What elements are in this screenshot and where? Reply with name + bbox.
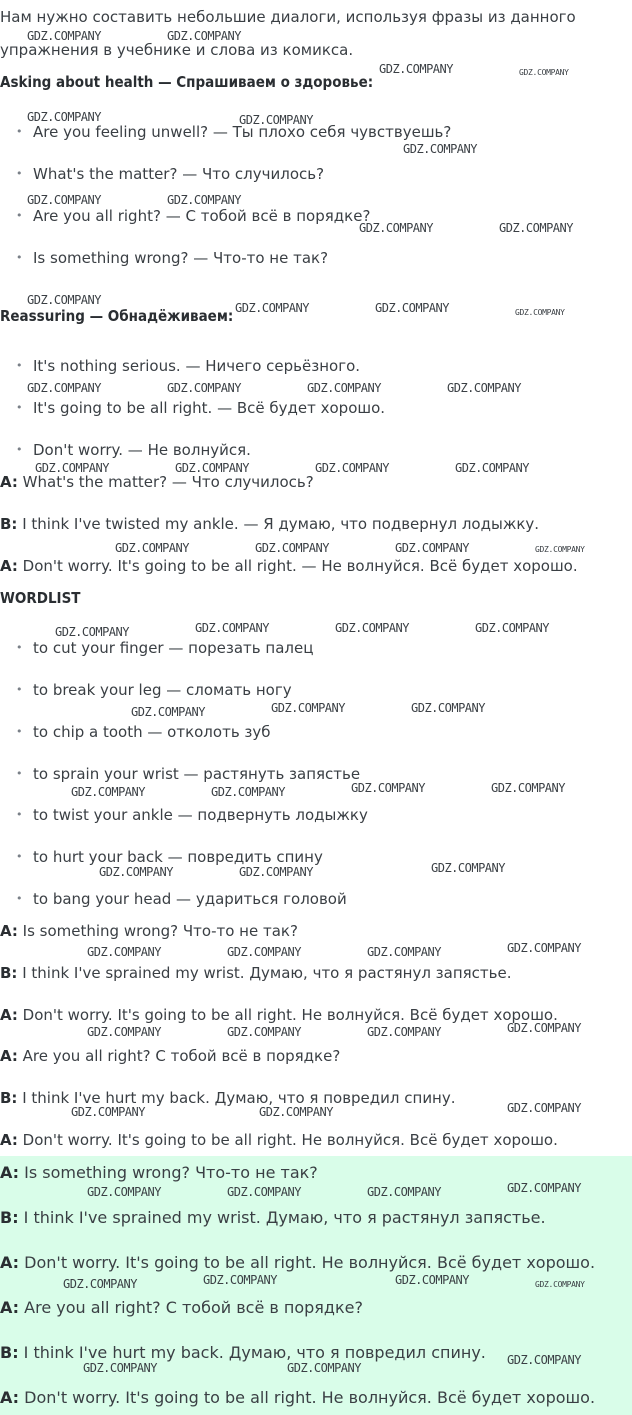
watermark: GDZ.COMPANY	[395, 541, 469, 555]
dialog-line: A: What's the matter? — Что случилось?	[0, 473, 314, 491]
intro-line-2: упражнения в учебнике и слова из комикса.	[0, 41, 354, 59]
watermark: GDZ.COMPANY	[239, 113, 313, 127]
intro-line-1: Нам нужно составить небольшие диалоги, используя фразы из данного	[0, 8, 576, 26]
wordlist-heading: WORDLIST	[0, 589, 81, 607]
watermark: GDZ.COMPANY	[55, 625, 129, 639]
dialog-line: A: Don't worry. It's going to be all right. Не волнуйся. Всё будет хорошо.	[0, 1006, 558, 1024]
watermark: GDZ.COMPANY	[411, 701, 485, 715]
dialog-line: A: Is something wrong? Что-то не так?	[0, 1163, 318, 1182]
reassure-heading: Reassuring — Обнадёживаем:	[0, 307, 234, 325]
dialog-line: B: I think I've twisted my ankle. — Я думаю, что подвернул лодыжку.	[0, 515, 540, 533]
watermark: GDZ.COMPANY	[259, 1105, 333, 1119]
watermark: GDZ.COMPANY	[87, 945, 161, 959]
watermark: GDZ.COMPANY	[335, 621, 409, 635]
list-item: • to hurt your back — повредить спину	[16, 848, 323, 866]
watermark: GDZ.COMPANY	[71, 1105, 145, 1119]
watermark: GDZ.COMPANY	[507, 1101, 581, 1115]
list-item: • to chip a tooth — отколоть зуб	[16, 723, 271, 741]
list-item: • What's the matter? — Что случилось?	[16, 165, 324, 183]
watermark: GDZ.COMPANY	[315, 461, 389, 475]
watermark: GDZ.COMPANY	[499, 221, 573, 235]
watermark: GDZ.COMPANY	[227, 1025, 301, 1039]
watermark: GDZ.COMPANY	[27, 110, 101, 124]
dialog-line: A: Is something wrong? Что-то не так?	[0, 922, 298, 940]
dialog-line: A: Don't worry. It's going to be all right. Не волнуйся. Всё будет хорошо.	[0, 1131, 558, 1149]
list-item: • to twist your ankle — подвернуть лодыжку	[16, 806, 368, 824]
watermark: GDZ.COMPANY	[99, 865, 173, 879]
watermark: GDZ.COMPANY	[515, 308, 565, 317]
watermark: GDZ.COMPANY	[167, 381, 241, 395]
list-item: • It's going to be all right. — Всё будет хорошо.	[16, 399, 385, 417]
watermark: GDZ.COMPANY	[403, 142, 477, 156]
watermark: GDZ.COMPANY	[271, 701, 345, 715]
dialog-line: B: I think I've sprained my wrist. Думаю, что я растянул запястье.	[0, 1208, 546, 1227]
watermark: GDZ.COMPANY	[359, 221, 433, 235]
watermark: GDZ.COMPANY	[167, 193, 241, 207]
watermark: GDZ.COMPANY	[63, 1277, 137, 1291]
dialog-line: A: Don't worry. It's going to be all right. Не волнуйся. Всё будет хорошо.	[0, 1388, 596, 1407]
watermark: GDZ.COMPANY	[287, 1361, 361, 1375]
watermark: GDZ.COMPANY	[211, 785, 285, 799]
watermark: GDZ.COMPANY	[379, 62, 453, 76]
dialog-line: B: I think I've sprained my wrist. Думаю, что я растянул запястье.	[0, 964, 512, 982]
watermark: GDZ.COMPANY	[507, 941, 581, 955]
watermark: GDZ.COMPANY	[87, 1025, 161, 1039]
list-item: • to sprain your wrist — растянуть запястье	[16, 765, 360, 783]
dialog-line: A: Are you all right? С тобой всё в порядке?	[0, 1047, 341, 1065]
list-item: • Are you all right? — С тобой всё в порядке?	[16, 207, 370, 225]
list-item: • to break your leg — сломать ногу	[16, 681, 292, 699]
list-item: • It's nothing serious. — Ничего серьёзного.	[16, 357, 360, 375]
list-item: • Don't worry. — Не волнуйся.	[16, 441, 251, 459]
watermark: GDZ.COMPANY	[367, 1025, 441, 1039]
dialog-line: A: Don't worry. It's going to be all right. — Не волнуйся. Всё будет хорошо.	[0, 557, 578, 575]
list-item: • Are you feeling unwell? — Ты плохо себя чувствуешь?	[16, 123, 451, 141]
watermark: GDZ.COMPANY	[131, 705, 205, 719]
health-heading: Asking about health — Спрашиваем о здоровье:	[0, 73, 374, 91]
watermark: GDZ.COMPANY	[239, 865, 313, 879]
watermark: GDZ.COMPANY	[167, 29, 241, 43]
watermark: GDZ.COMPANY	[367, 1185, 441, 1199]
watermark: GDZ.COMPANY	[507, 1181, 581, 1195]
watermark: GDZ.COMPANY	[519, 68, 569, 77]
watermark: GDZ.COMPANY	[87, 1185, 161, 1199]
dialog-line: A: Are you all right? С тобой всё в порядке?	[0, 1298, 363, 1317]
watermark: GDZ.COMPANY	[227, 945, 301, 959]
watermark: GDZ.COMPANY	[235, 301, 309, 315]
watermark: GDZ.COMPANY	[367, 945, 441, 959]
watermark: GDZ.COMPANY	[535, 1280, 585, 1289]
watermark: GDZ.COMPANY	[375, 301, 449, 315]
watermark: GDZ.COMPANY	[395, 1273, 469, 1287]
watermark: GDZ.COMPANY	[175, 461, 249, 475]
watermark: GDZ.COMPANY	[535, 545, 585, 554]
watermark: GDZ.COMPANY	[71, 785, 145, 799]
watermark: GDZ.COMPANY	[455, 461, 529, 475]
list-item: • to bang your head — удариться головой	[16, 890, 347, 908]
watermark: GDZ.COMPANY	[507, 1353, 581, 1367]
watermark: GDZ.COMPANY	[195, 621, 269, 635]
list-item: • to cut your finger — порезать палец	[16, 639, 313, 657]
watermark: GDZ.COMPANY	[351, 781, 425, 795]
watermark: GDZ.COMPANY	[507, 1021, 581, 1035]
watermark: GDZ.COMPANY	[447, 381, 521, 395]
watermark: GDZ.COMPANY	[475, 621, 549, 635]
dialog-line: B: I think I've hurt my back. Думаю, что я повредил спину.	[0, 1343, 486, 1362]
watermark: GDZ.COMPANY	[35, 461, 109, 475]
watermark: GDZ.COMPANY	[431, 861, 505, 875]
watermark: GDZ.COMPANY	[27, 29, 101, 43]
watermark: GDZ.COMPANY	[27, 381, 101, 395]
watermark: GDZ.COMPANY	[307, 381, 381, 395]
watermark: GDZ.COMPANY	[227, 1185, 301, 1199]
watermark: GDZ.COMPANY	[115, 541, 189, 555]
watermark: GDZ.COMPANY	[255, 541, 329, 555]
dialog-line: A: Don't worry. It's going to be all right. Не волнуйся. Всё будет хорошо.	[0, 1253, 596, 1272]
dialog-line: B: I think I've hurt my back. Думаю, что я повредил спину.	[0, 1089, 456, 1107]
watermark: GDZ.COMPANY	[203, 1273, 277, 1287]
watermark: GDZ.COMPANY	[27, 293, 101, 307]
list-item: • Is something wrong? — Что-то не так?	[16, 249, 328, 267]
watermark: GDZ.COMPANY	[491, 781, 565, 795]
watermark: GDZ.COMPANY	[83, 1361, 157, 1375]
watermark: GDZ.COMPANY	[27, 193, 101, 207]
